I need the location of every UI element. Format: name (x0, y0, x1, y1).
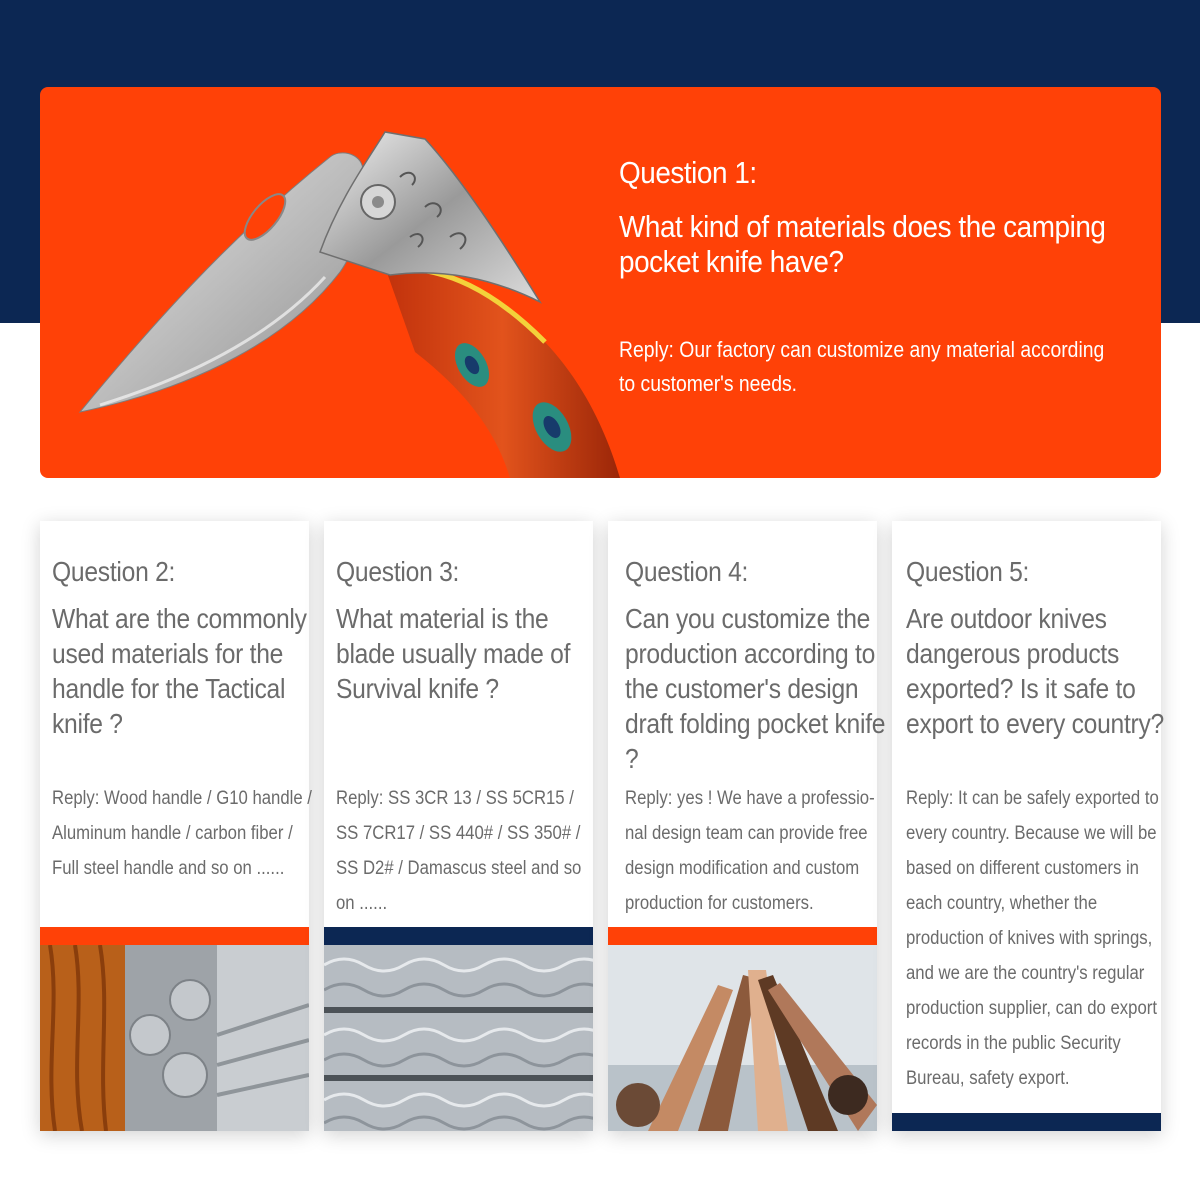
faq-card-4 (608, 521, 886, 1131)
card-question-label: Question 5: (906, 556, 1030, 587)
card-question-label: Question 4: (625, 556, 749, 587)
hero-text-block (619, 155, 1139, 401)
team-hands-photo (608, 945, 877, 1131)
card-question-title: What material is the blade usually made of Survival knife ? (336, 603, 571, 704)
card-accent-bar (892, 1113, 1161, 1131)
faq-card-3 (324, 521, 593, 1131)
faq-card-2 (40, 521, 312, 1131)
card-question-title: Can you customize the production according to the customer's design draft folding pocket knife ? (625, 603, 886, 774)
damascus-steel-photo (324, 945, 593, 1131)
faq-card-5 (892, 521, 1164, 1131)
card-question-title: What are the commonly used materials for the handle for the Tactical knife ? (52, 603, 307, 739)
knife-illustration (40, 87, 640, 478)
card-reply-text: Reply: SS 3CR 13 / SS 5CR15 / SS 7CR17 / SS 440# / SS 350# / SS D2# / Damascus steel and so on ...... (336, 788, 582, 914)
card-reply-text: Reply: Wood handle / G10 handle / Aluminum handle / carbon fiber / Full steel handle and so on ...... (52, 788, 312, 879)
card-accent-bar (324, 927, 593, 945)
hero-question-label: Question 1: (619, 155, 757, 190)
hero-faq-banner (40, 87, 1161, 478)
card-question-label: Question 3: (336, 556, 460, 587)
card-reply-text: Reply: It can be safely exported to every country. Because we will be based on different customers in each country, whether the production of knives with springs, and we are the country's regular production supplier, can do export records in the public Security Bureau, safety export. (906, 788, 1159, 1089)
materials-photo (40, 945, 309, 1131)
card-reply-text: Reply: yes ! We have a professio-nal design team can provide free design modification and custom production for customers. (625, 788, 875, 914)
card-question-label: Question 2: (52, 556, 176, 587)
card-accent-bar (608, 927, 877, 945)
hero-question-title: What kind of materials does the camping pocket knife have? (619, 209, 1106, 279)
card-question-title: Are outdoor knives dangerous products exported? Is it safe to export to every country? (906, 603, 1164, 739)
hero-reply-text: Reply: Our factory can customize any material according to customer's needs. (619, 337, 1105, 396)
card-accent-bar (40, 927, 309, 945)
